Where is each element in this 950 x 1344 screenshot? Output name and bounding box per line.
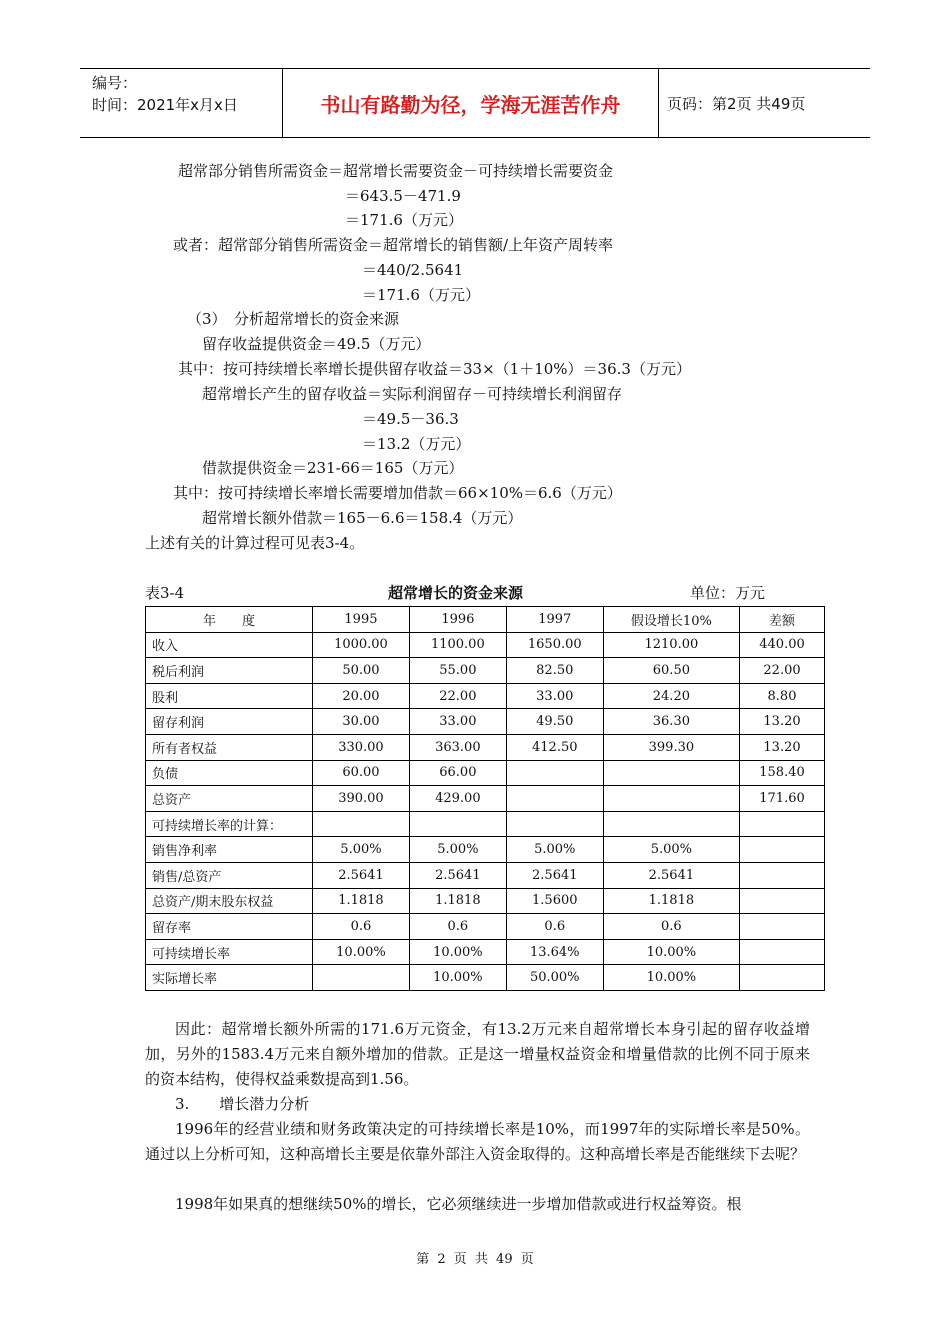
table-cell: 销售净利率 [146, 837, 313, 863]
table-cell: 2.5641 [603, 862, 739, 888]
table-cell: 实际增长率 [146, 965, 313, 991]
table-cell: 总资产 [146, 786, 313, 812]
table-row [146, 683, 825, 709]
table-cell: 收入 [146, 632, 313, 658]
table-cell: 5.00% [313, 837, 410, 863]
table-row [146, 888, 825, 914]
calc-line: 留存收益提供资金＝49.5（万元） [202, 335, 431, 353]
table-cell [506, 760, 603, 786]
calc-line: ＝643.5－471.9 [345, 187, 461, 205]
table-cell: 股利 [146, 683, 313, 709]
table-header-cell: 1996 [409, 607, 506, 633]
page-footer: 第 2 页 共 49 页 [416, 1252, 534, 1267]
table-cell: 1210.00 [603, 632, 739, 658]
calc-line: 其中：按可持续增长率增长需要增加借款＝66×10%＝6.6（万元） [173, 484, 622, 502]
table-row [146, 709, 825, 735]
table-cell: 0.6 [409, 914, 506, 940]
table-row [146, 837, 825, 863]
table-cell: 留存利润 [146, 709, 313, 735]
table-cell [740, 939, 825, 965]
paragraph: 1998年如果真的想继续50%的增长，它必须继续进一步增加借款或进行权益筹资。根 [175, 1195, 742, 1213]
table-cell: 10.00% [409, 939, 506, 965]
calc-line: 或者：超常部分销售所需资金＝超常增长的销售额/上年资产周转率 [173, 236, 614, 254]
table-cell [313, 811, 410, 837]
section-heading: 3. 增长潜力分析 [175, 1095, 310, 1113]
table-cell [740, 811, 825, 837]
section-heading: （3） 分析超常增长的资金来源 [187, 310, 400, 328]
table-cell [313, 965, 410, 991]
table-label: 表3-4 [145, 584, 185, 602]
table-cell: 10.00% [603, 939, 739, 965]
table-cell: 390.00 [313, 786, 410, 812]
table-cell: 30.00 [313, 709, 410, 735]
table-cell: 20.00 [313, 683, 410, 709]
table-cell: 1650.00 [506, 632, 603, 658]
paragraph: 因此：超常增长额外所需的171.6万元资金，有13.2万元来自超常增长本身引起的留存收益增加，另外的1583.4万元来自额外增加的借款。正是这一增量权益资金和增量借款的比例不同于原来的资本结构，使得权益乘数提高到1.56。 [145, 1020, 810, 1088]
table-cell: 49.50 [506, 709, 603, 735]
table-cell: 10.00% [409, 965, 506, 991]
date: 时间：2021年x月x日 [92, 96, 238, 114]
table-cell: 8.80 [740, 683, 825, 709]
table-header-cell: 差额 [740, 607, 825, 633]
table-cell: 22.00 [740, 658, 825, 684]
table-cell: 税后利润 [146, 658, 313, 684]
table-cell: 1.1818 [313, 888, 410, 914]
table-cell [740, 862, 825, 888]
table-cell: 1.1818 [603, 888, 739, 914]
calc-line: 超常增长额外借款＝165－6.6＝158.4（万元） [202, 509, 523, 527]
table-cell [603, 760, 739, 786]
table-cell [409, 811, 506, 837]
table-cell [740, 888, 825, 914]
table-row [146, 786, 825, 812]
funding-table [145, 606, 825, 991]
table-cell: 60.50 [603, 658, 739, 684]
table-cell: 2.5641 [409, 862, 506, 888]
table-cell: 2.5641 [313, 862, 410, 888]
table-cell: 0.6 [506, 914, 603, 940]
table-cell [506, 786, 603, 812]
calc-line: ＝440/2.5641 [362, 261, 464, 279]
table-row [146, 658, 825, 684]
calc-line: ＝49.5－36.3 [362, 410, 459, 428]
table-header-cell: 1995 [313, 607, 410, 633]
paragraph: 1996年的经营业绩和财务政策决定的可持续增长率是10%，而1997年的实际增长率是50%。通过以上分析可知，这种高增长主要是依靠外部注入资金取得的。这种高增长率是否能继续下去呢？ [145, 1120, 810, 1163]
table-cell: 50.00% [506, 965, 603, 991]
table-title: 超常增长的资金来源 [388, 584, 524, 602]
table-cell: 1.1818 [409, 888, 506, 914]
table-cell: 13.20 [740, 734, 825, 760]
calc-line: 借款提供资金＝231-66＝165（万元） [202, 459, 464, 477]
table-cell: 66.00 [409, 760, 506, 786]
table-header-cell: 1997 [506, 607, 603, 633]
table-cell: 33.00 [409, 709, 506, 735]
table-header-cell: 年 度 [146, 607, 313, 633]
table-cell: 0.6 [313, 914, 410, 940]
table-row [146, 632, 825, 658]
table-cell: 412.50 [506, 734, 603, 760]
serial-number: 编号： [92, 74, 138, 92]
calc-line: ＝171.6（万元） [345, 211, 463, 229]
table-cell: 55.00 [409, 658, 506, 684]
table-cell: 82.50 [506, 658, 603, 684]
table-cell: 1100.00 [409, 632, 506, 658]
table-cell: 158.40 [740, 760, 825, 786]
table-cell: 10.00% [603, 965, 739, 991]
table-cell: 5.00% [409, 837, 506, 863]
table-cell: 留存率 [146, 914, 313, 940]
table-cell: 1.5600 [506, 888, 603, 914]
calc-line: 超常增长产生的留存收益＝实际利润留存－可持续增长利润留存 [202, 385, 623, 403]
table-cell: 429.00 [409, 786, 506, 812]
table-cell: 可持续增长率的计算： [146, 811, 313, 837]
table-cell: 10.00% [313, 939, 410, 965]
header-motto: 书山有路勤为径，学海无涯苦作舟 [283, 69, 659, 137]
table-cell: 1000.00 [313, 632, 410, 658]
table-cell [506, 811, 603, 837]
table-cell: 60.00 [313, 760, 410, 786]
table-cell [603, 786, 739, 812]
table-cell: 所有者权益 [146, 734, 313, 760]
table-unit: 单位：万元 [690, 584, 766, 602]
table-header-cell: 假设增长10% [603, 607, 739, 633]
table-cell: 总资产/期末股东权益 [146, 888, 313, 914]
table-cell: 363.00 [409, 734, 506, 760]
table-cell: 13.64% [506, 939, 603, 965]
table-cell: 13.20 [740, 709, 825, 735]
table-row [146, 811, 825, 837]
table-header-row [146, 607, 825, 633]
table-cell: 5.00% [506, 837, 603, 863]
table-cell: 330.00 [313, 734, 410, 760]
table-cell: 33.00 [506, 683, 603, 709]
page-header [80, 68, 870, 138]
table-cell: 22.00 [409, 683, 506, 709]
calc-line: 上述有关的计算过程可见表3-4。 [145, 534, 365, 552]
table-cell: 36.30 [603, 709, 739, 735]
table-row [146, 734, 825, 760]
table-row [146, 914, 825, 940]
table-cell [603, 811, 739, 837]
page-code: 页码：第2页 共49页 [667, 94, 806, 113]
header-meta [80, 69, 283, 137]
table-row [146, 965, 825, 991]
table-cell: 负债 [146, 760, 313, 786]
table-cell: 5.00% [603, 837, 739, 863]
table-cell [740, 837, 825, 863]
calc-line: ＝13.2（万元） [362, 435, 471, 453]
table-row [146, 862, 825, 888]
calc-line: ＝171.6（万元） [362, 286, 480, 304]
table-cell [740, 965, 825, 991]
table-cell: 171.60 [740, 786, 825, 812]
table-cell: 2.5641 [506, 862, 603, 888]
calc-line: 超常部分销售所需资金＝超常增长需要资金－可持续增长需要资金 [178, 162, 614, 180]
calc-line: 其中：按可持续增长率增长提供留存收益＝33×（1＋10%）＝36.3（万元） [178, 360, 691, 378]
table-cell: 50.00 [313, 658, 410, 684]
table-row [146, 760, 825, 786]
table-cell: 399.30 [603, 734, 739, 760]
table-cell: 0.6 [603, 914, 739, 940]
table-cell: 可持续增长率 [146, 939, 313, 965]
table-row [146, 939, 825, 965]
table-cell: 24.20 [603, 683, 739, 709]
table-cell [740, 914, 825, 940]
table-cell: 440.00 [740, 632, 825, 658]
table-cell: 销售/总资产 [146, 862, 313, 888]
